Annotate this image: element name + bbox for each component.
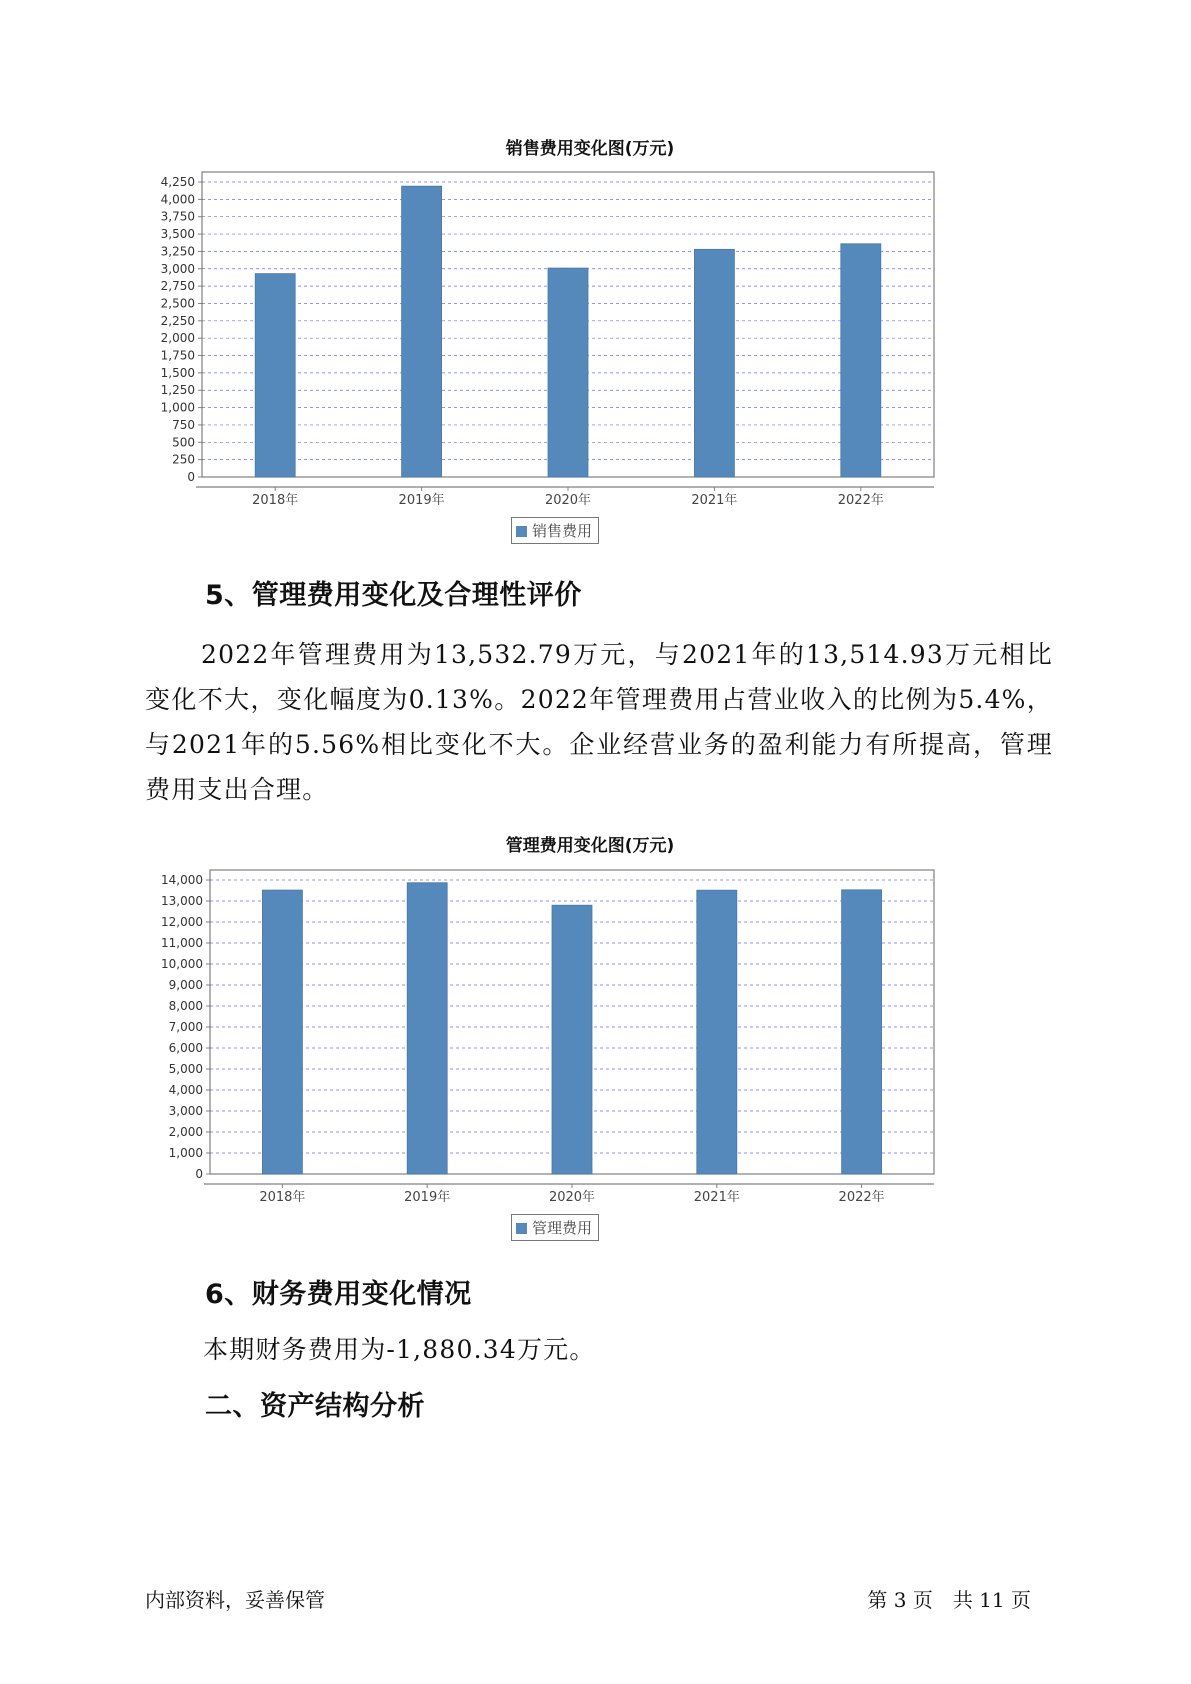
bar (548, 268, 588, 477)
y-tick-label: 2,750 (160, 279, 195, 294)
footer-confidential: 内部资料，妥善保管 (145, 1588, 325, 1612)
bar (841, 244, 881, 477)
chart-title: 管理费用变化图(万元) (505, 836, 675, 856)
y-tick-label: 2,000 (168, 1125, 203, 1139)
section-6-heading: 6、财务费用变化情况 (205, 1279, 472, 1310)
y-tick-label: 13,000 (161, 894, 203, 908)
chart-plot (160, 862, 1020, 1222)
y-tick-label: 250 (172, 452, 195, 467)
bar (407, 883, 447, 1174)
y-tick-label: 4,000 (168, 1083, 203, 1097)
bar (697, 890, 737, 1174)
sales-expense-chart (160, 130, 1020, 550)
y-tick-label: 8,000 (168, 999, 203, 1013)
y-tick-label: 1,750 (160, 348, 195, 363)
y-tick-label: 4,250 (160, 175, 195, 189)
legend-swatch (516, 1223, 527, 1234)
y-tick-label: 2,500 (160, 296, 195, 311)
y-tick-label: 1,250 (160, 383, 195, 398)
y-tick-label: 500 (172, 435, 195, 450)
y-tick-label: 3,750 (160, 209, 195, 224)
x-tick-label: 2018年 (252, 493, 299, 508)
y-tick-label: 11,000 (161, 936, 203, 950)
bar (255, 274, 295, 477)
y-tick-label: 10,000 (161, 957, 203, 971)
legend-label: 销售费用 (532, 522, 593, 540)
y-tick-label: 3,000 (168, 1104, 203, 1118)
x-tick-label: 2018年 (259, 1190, 306, 1205)
x-tick-label: 2019年 (398, 493, 445, 508)
footer-page-number: 第 3 页 共 11 页 (867, 1588, 1031, 1612)
y-tick-label: 1,000 (160, 400, 195, 415)
y-tick-label: 1,500 (160, 365, 195, 380)
section-6-text: 本期财务费用为-1,880.34万元。 (203, 1335, 596, 1364)
x-tick-label: 2022年 (838, 1190, 885, 1205)
section-5-paragraph (145, 632, 1053, 812)
paragraph-text: 2022年管理费用为13,532.79万元，与2021年的13,514.93万元相比变化不大，变化幅度为0.13%。2022年管理费用占营业收入的比例为5.4%，与2021年的5.56%相比变化不大。企业经营业务的盈利能力有所提高，管理费用支出合理。 (145, 640, 1053, 804)
bar (402, 186, 442, 477)
part-2-heading: 二、资产结构分析 (205, 1391, 425, 1422)
y-tick-label: 5,000 (168, 1062, 203, 1076)
y-tick-label: 3,000 (160, 261, 195, 276)
y-tick-label: 3,500 (160, 227, 195, 242)
y-tick-label: 7,000 (168, 1020, 203, 1034)
y-tick-label: 6,000 (168, 1041, 203, 1055)
chart-legend (511, 517, 599, 544)
y-tick-label: 14,000 (161, 873, 203, 887)
x-tick-label: 2019年 (404, 1190, 451, 1205)
y-tick-label: 3,250 (160, 244, 195, 259)
y-tick-label: 1,000 (168, 1146, 203, 1160)
section-5-heading: 5、管理费用变化及合理性评价 (205, 580, 582, 611)
bar (262, 890, 302, 1174)
chart-title: 销售费用变化图(万元) (505, 139, 675, 159)
legend-swatch (516, 526, 527, 537)
bar (842, 890, 882, 1174)
y-tick-label: 12,000 (161, 915, 203, 929)
x-tick-label: 2022年 (837, 493, 884, 508)
bar (552, 905, 592, 1174)
y-tick-label: 0 (187, 470, 195, 484)
admin-expense-chart (160, 827, 1020, 1247)
y-tick-label: 2,250 (160, 313, 195, 328)
y-tick-label: 9,000 (168, 978, 203, 992)
x-tick-label: 2020年 (548, 1190, 596, 1205)
y-tick-label: 4,000 (160, 192, 195, 207)
y-tick-label: 2,000 (160, 331, 195, 346)
x-tick-label: 2021年 (691, 493, 738, 508)
x-tick-label: 2020年 (544, 493, 592, 508)
y-tick-label: 0 (195, 1167, 203, 1181)
y-tick-label: 750 (172, 417, 195, 432)
legend-label: 管理费用 (532, 1219, 593, 1237)
x-tick-label: 2021年 (693, 1190, 740, 1205)
chart-legend (511, 1214, 599, 1241)
bar (694, 249, 734, 477)
chart-plot (160, 165, 1020, 525)
